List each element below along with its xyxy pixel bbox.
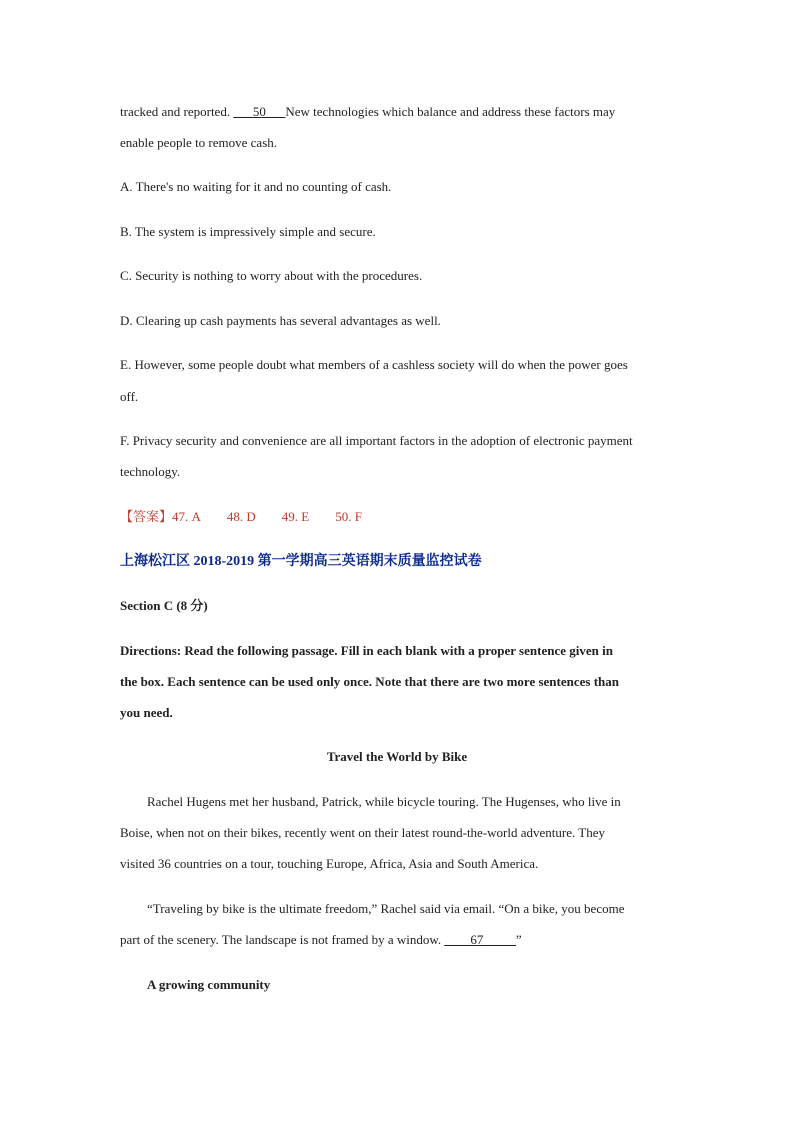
- paragraph-line: Boise, when not on their bikes, recently went on their latest round-the-world adventure. They: [120, 825, 605, 840]
- blank-67: ____67_____: [444, 932, 516, 947]
- answer-label: 【答案】: [120, 509, 173, 524]
- directions-line: you need.: [120, 705, 173, 720]
- option-b: B. The system is impressively simple and secure.: [120, 224, 376, 239]
- subheading: A growing community: [147, 977, 271, 992]
- option-f-cont: technology.: [120, 464, 181, 479]
- option-f: F. Privacy security and convenience are all important factors in the adoption of electronic payment: [120, 433, 633, 448]
- blank-50: ___50___: [233, 104, 286, 119]
- directions-line: Directions: Read the following passage. Fill in each blank with a proper sentence given in: [120, 643, 613, 658]
- passage-text: tracked and reported.: [120, 104, 234, 119]
- exam-title: 上海松江区 2018-2019 第一学期高三英语期末质量监控试卷: [120, 554, 482, 569]
- directions-line: the box. Each sentence can be used only once. Note that there are two more sentences than: [120, 674, 620, 689]
- paragraph-line: Rachel Hugens met her husband, Patrick, while bicycle touring. The Hugenses, who live in: [147, 794, 621, 809]
- paragraph-line: “Traveling by bike is the ultimate freedom,” Rachel said via email. “On a bike, you become: [147, 901, 625, 916]
- passage-text: New technologies which balance and address these factors may: [285, 104, 616, 119]
- option-c: C. Security is nothing to worry about with the procedures.: [120, 268, 423, 283]
- option-a: A. There's no waiting for it and no counting of cash.: [120, 179, 392, 194]
- passage-line: [120, 104, 615, 120]
- paragraph-line: [120, 932, 522, 948]
- paragraph-text: ”: [515, 932, 522, 947]
- section-heading: Section C (8 分): [120, 598, 208, 613]
- option-e-cont: off.: [120, 389, 139, 404]
- option-e: E. However, some people doubt what members of a cashless society will do when the power goes: [120, 357, 628, 372]
- paragraph-text: part of the scenery. The landscape is not framed by a window.: [120, 932, 445, 947]
- answer-item: 50. F: [335, 509, 362, 524]
- answer-item: 48. D: [226, 509, 256, 524]
- answer-key: [120, 509, 362, 525]
- answer-item: 47. A: [172, 509, 201, 524]
- passage-line: enable people to remove cash.: [120, 135, 278, 150]
- paragraph-line: visited 36 countries on a tour, touching Europe, Africa, Asia and South America.: [120, 856, 539, 871]
- option-d: D. Clearing up cash payments has several advantages as well.: [120, 313, 441, 328]
- answer-item: 49. E: [281, 509, 310, 524]
- passage-title: Travel the World by Bike: [326, 749, 468, 764]
